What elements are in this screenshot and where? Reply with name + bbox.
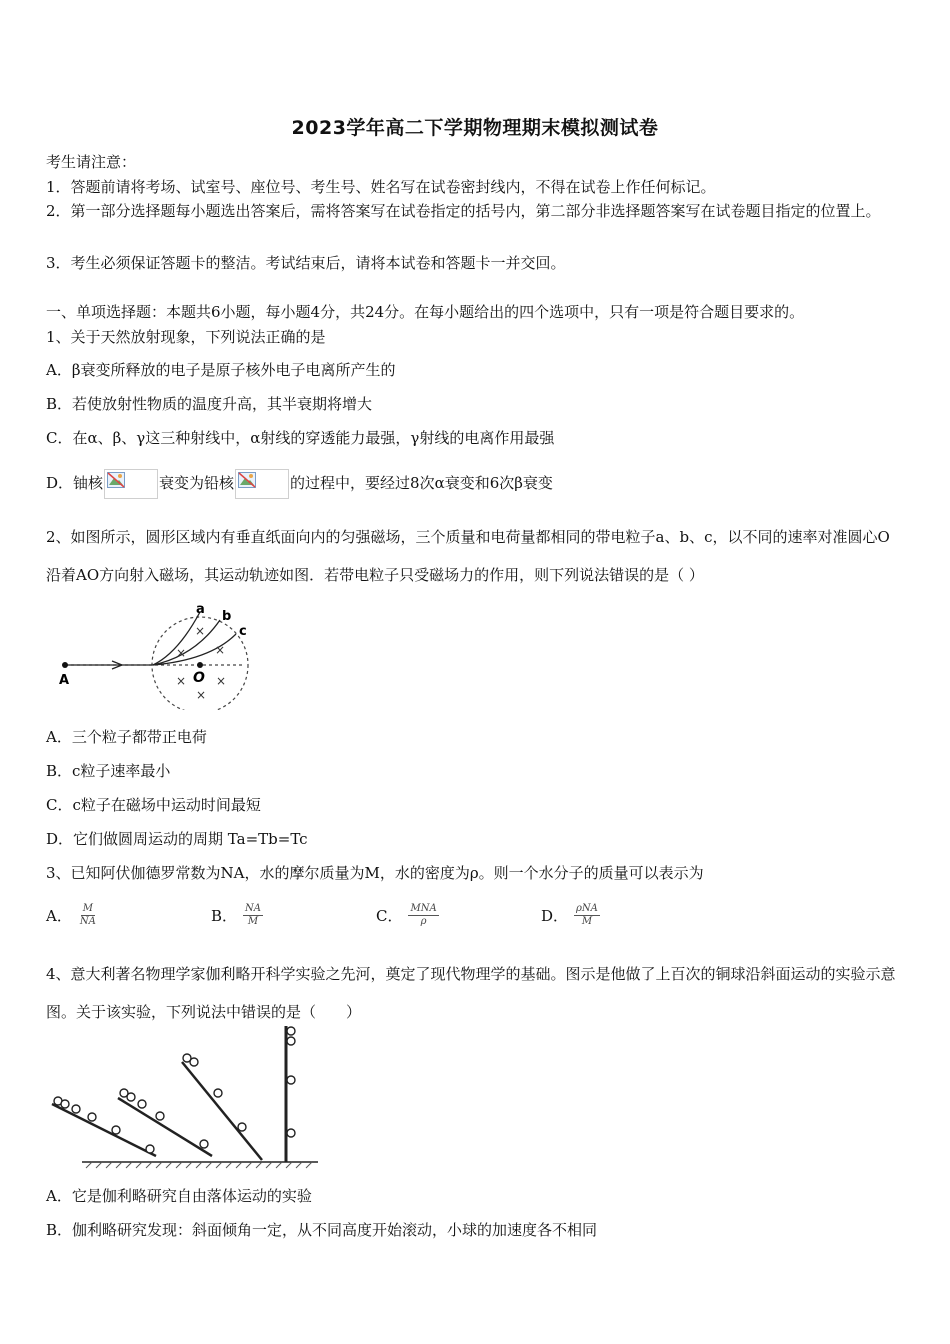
notice-item-3: 3．考生必须保证答题卡的整洁。考试结束后，请将本试卷和答题卡一并交回。	[46, 254, 566, 272]
q1-d-mid: 衰变为铅核	[159, 474, 235, 492]
notice-item-2: 2．第一部分选择题每小题选出答案后，需将答案写在试卷指定的括号内，第二部分非选择题答案写在试卷题目指定的位置上。	[46, 202, 881, 220]
field-cross: ×	[216, 674, 227, 688]
fraction	[243, 903, 263, 928]
label-point-a: A	[59, 673, 70, 688]
q4-stem: 4、意大利著名物理学家伽利略开科学实验之先河，奠定了现代物理学的基础。图示是他做了上百次的铜球沿斜面运动的实验示意图。关于该实验，下列说法中错误的是（ ）	[46, 965, 896, 1021]
q3-options	[46, 903, 906, 937]
fraction	[408, 903, 438, 928]
field-cross: ×	[215, 643, 226, 657]
label-a: a	[196, 602, 205, 617]
label-c: c	[239, 624, 247, 639]
notice-item-1: 1．答题前请将考场、试室号、座位号、考生号、姓名写在试卷密封线内，不得在试卷上作任何标记。	[46, 178, 716, 196]
broken-image-icon	[235, 469, 289, 499]
section-heading: 一、单项选择题：本题共6小题，每小题4分，共24分。在每小题给出的四个选项中，只有一项是符合题目要求的。	[46, 303, 805, 321]
q2-option-c: C．c粒子在磁场中运动时间最短	[46, 796, 261, 814]
page-title: 2023学年高二下学期物理期末模拟测试卷	[291, 117, 659, 139]
numerator: ρNA	[576, 903, 598, 914]
denominator: ρ	[420, 916, 427, 927]
q2-stem: 2、如图所示，圆形区域内有垂直纸面向内的匀强磁场，三个质量和电荷量都相同的带电粒子a、b、c，以不同的速率对准圆心O沿着AO方向射入磁场，其运动轨迹如图．若带电粒子只受磁场力的作用，则下列说法错误的是（ ）	[46, 528, 890, 584]
label-b: b	[222, 609, 232, 624]
q1-stem: 1、关于天然放射现象，下列说法正确的是	[46, 328, 326, 346]
notice-heading: 考生请注意：	[46, 153, 137, 171]
fraction	[574, 903, 600, 928]
field-cross: ×	[196, 688, 207, 702]
magnetic-field-figure	[50, 598, 270, 710]
denominator: M	[247, 916, 259, 927]
field-cross: ×	[176, 646, 187, 660]
denominator: M	[581, 916, 593, 927]
incline-experiment-figure	[46, 1022, 326, 1170]
q2-option-d: D．它们做圆周运动的周期 Ta=Tb=Tc	[46, 830, 308, 848]
option-label: A．	[46, 907, 72, 925]
label-o: O	[193, 670, 205, 686]
q3-option-d	[541, 903, 600, 928]
denominator: NA	[79, 916, 96, 927]
option-label: D．	[541, 907, 569, 925]
option-label: C．	[376, 907, 403, 925]
q3-option-a	[46, 903, 98, 928]
field-cross: ×	[195, 624, 206, 638]
q4-option-b: B．伽利略研究发现：斜面倾角一定，从不同高度开始滚动，小球的加速度各不相同	[46, 1221, 598, 1239]
q1-option-d	[46, 466, 553, 500]
numerator: MNA	[410, 903, 437, 914]
broken-image-icon	[104, 469, 158, 499]
option-label: B．	[211, 907, 238, 925]
q1-option-b: B．若使放射性物质的温度升高，其半衰期将增大	[46, 395, 373, 413]
q3-option-b	[211, 903, 263, 928]
q3-stem: 3、已知阿伏伽德罗常数为NA，水的摩尔质量为M，水的密度为ρ。则一个水分子的质量可以表示为	[46, 864, 704, 882]
q1-option-a: A．β衰变所释放的电子是原子核外电子电离所产生的	[46, 361, 396, 379]
numerator: NA	[245, 903, 262, 914]
q1-option-c: C．在α、β、γ这三种射线中，α射线的穿透能力最强，γ射线的电离作用最强	[46, 429, 555, 447]
field-cross: ×	[176, 674, 187, 688]
fraction	[78, 903, 98, 928]
q2-option-a: A．三个粒子都带正电荷	[46, 728, 207, 746]
q3-option-c	[376, 903, 439, 928]
q4-option-a: A．它是伽利略研究自由落体运动的实验	[46, 1187, 312, 1205]
numerator: M	[82, 903, 93, 914]
q2-option-b: B．c粒子速率最小	[46, 762, 171, 780]
q1-d-prefix: D．铀核	[46, 474, 104, 492]
q1-d-suffix: 的过程中，要经过8次α衰变和6次β衰变	[290, 474, 553, 492]
